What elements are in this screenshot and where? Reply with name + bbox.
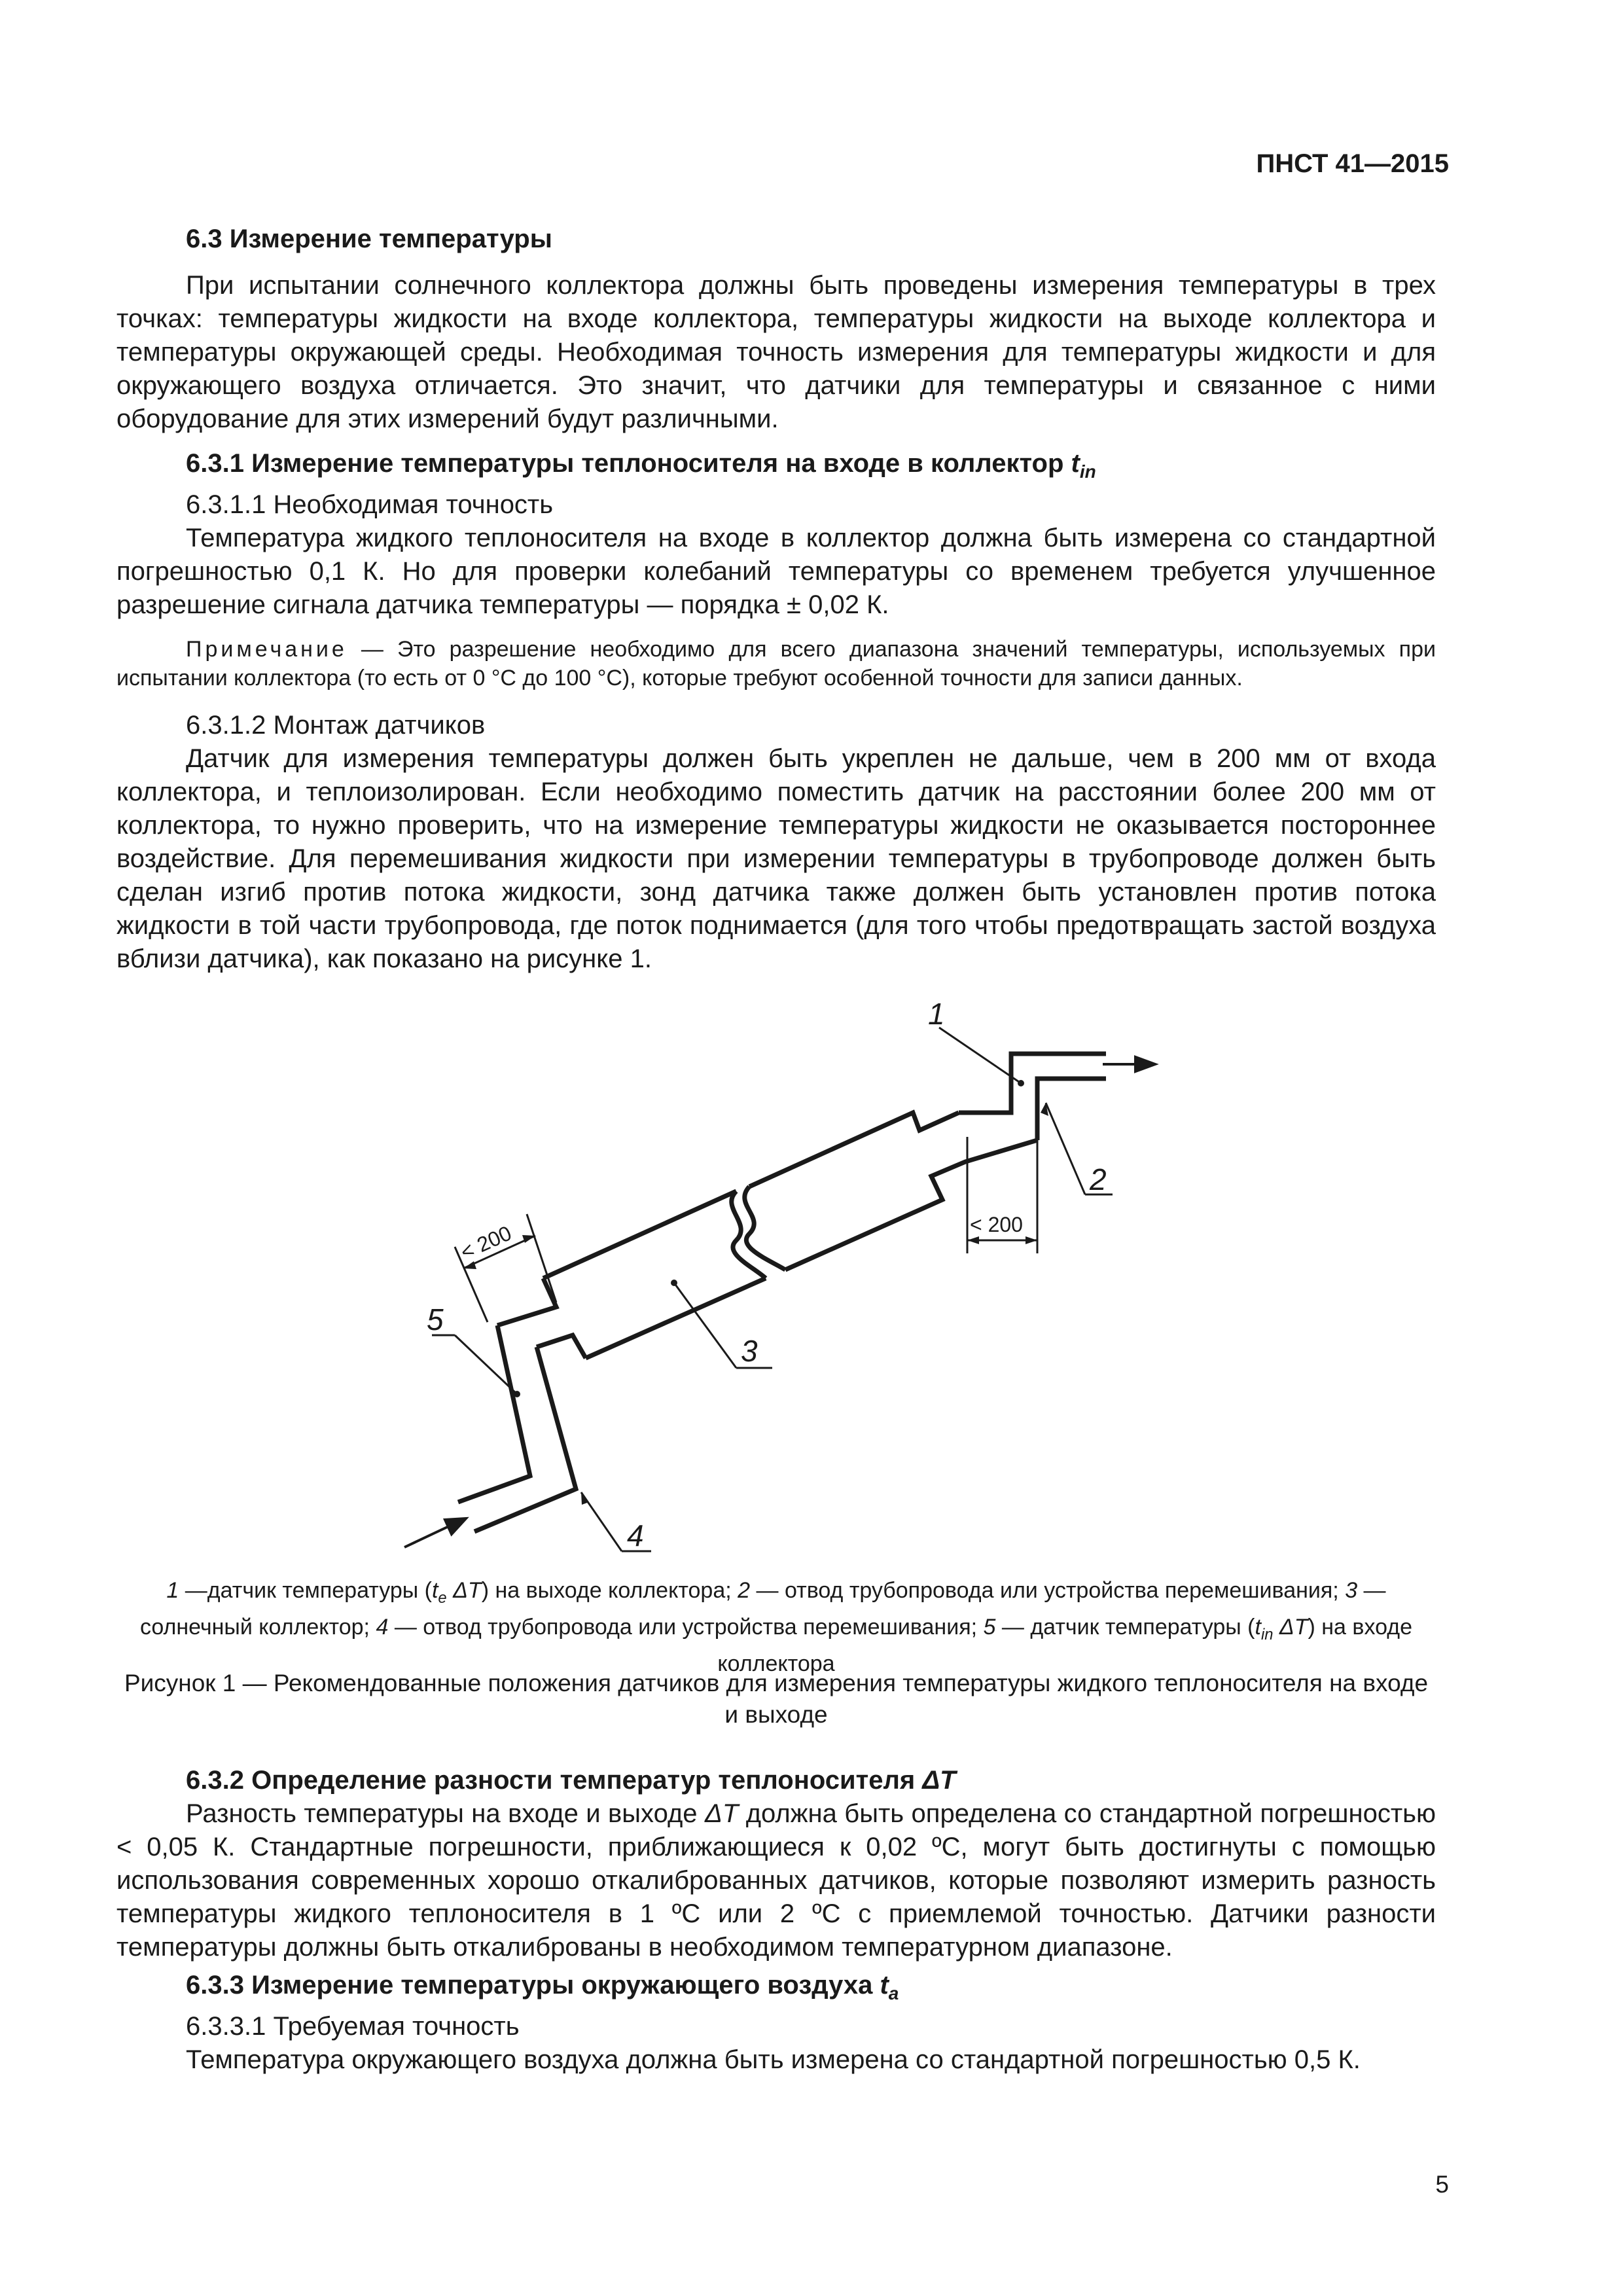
collector-upper-edge xyxy=(543,1191,736,1278)
sensor-point-1 xyxy=(1018,1080,1024,1086)
note-text: — Это разрешение необходимо для всего диапазона значений температуры, используемых при испытании коллектора (то есть от 0 °С до 100 °С), которые требуют особенной точности для записи данных. xyxy=(116,637,1436,691)
callout-3: 3 xyxy=(741,1334,758,1368)
collector-lower-edge xyxy=(586,1278,766,1358)
collector-left-end xyxy=(537,1335,586,1358)
outlet-pipe xyxy=(959,1054,1106,1113)
outlet-arrowhead xyxy=(1135,1057,1155,1071)
paragraph: При испытании солнечного коллектора должны быть проведены измерения температуры в трех точках: температуры жидкости на входе коллектора, температуры жидкости на выходе коллектора и температуры окружающей среды. Необходимая точность измерения для температуры жидкости и для окружающего воздуха отличается. Это значит, что датчики для температуры и связанное с ними оборудование для этих измерений будут различными. xyxy=(116,271,1436,433)
dim-extension xyxy=(527,1214,556,1302)
dimension-label-left: < 200 xyxy=(457,1221,515,1265)
dimension-label-right: < 200 xyxy=(970,1213,1023,1236)
callout-4: 4 xyxy=(627,1518,644,1552)
section-6-3-2 xyxy=(116,1764,1436,1964)
collector-point-3 xyxy=(671,1280,677,1286)
section-heading: 6.3.1 Измерение температуры теплоносителя на входе в коллектор $t_{in}$ xyxy=(186,449,1096,482)
leader-line-1 xyxy=(939,1028,1021,1083)
paragraph: Датчик для измерения температуры должен быть укреплен не дальше, чем в 200 мм от входа коллектора, и теплоизолирован. Если необходимо поместить датчик на расстоянии более 200 мм от коллектора, то нужно проверить, что на измерение температуры жидкости не оказывается постороннее воздействие. Для перемешивания жидкости при измерении температуры в трубопроводе должен быть сделан изгиб против потока жидкости, зонд датчика также должен быть установлен против потока жидкости в той части трубопровода, где поток поднимается (для того чтобы предотвращать застой воздуха вблизи датчика), как показано на рисунке 1. xyxy=(116,744,1436,973)
figure-title: Рисунок 1 — Рекомендованные положения датчиков для измерения температуры жидкого теплоносителя на входе и выходе xyxy=(124,1670,1429,1728)
subsection-title: 6.3.3.1 Требуемая точность xyxy=(186,2012,520,2041)
subsection-title: 6.3.1.2 Монтаж датчиков xyxy=(186,711,486,740)
paragraph: Температура жидкого теплоносителя на входе в коллектор должна быть измерена со стандартной погрешностью 0,1 К. Но для проверки колебаний температуры со временем требуется улучшенное разрешение сигнала датчика температуры — порядка ± 0,02 К. xyxy=(116,524,1436,619)
subsection-title: 6.3.1.1 Необходимая точность xyxy=(186,490,554,519)
section-heading: 6.3.2 Определение разности температур теплоносителя ΔT xyxy=(186,1766,956,1795)
standard-code: ПНСТ 41—2015 xyxy=(1256,149,1449,178)
collector-left-end xyxy=(497,1278,556,1325)
callout-1: 1 xyxy=(928,997,945,1031)
collector-lower-edge xyxy=(785,1140,1037,1270)
note-label: Примечание xyxy=(186,637,348,662)
dim-arrow xyxy=(1026,1236,1037,1244)
dim-arrow xyxy=(967,1236,979,1244)
callout-2: 2 xyxy=(1090,1162,1107,1196)
sensor-point-5 xyxy=(514,1391,520,1397)
inlet-pipe xyxy=(458,1325,530,1502)
break-mark xyxy=(745,1187,785,1270)
paragraph: Температура окружающего воздуха должна быть измерена со стандартной погрешностью 0,5 К. xyxy=(186,2045,1361,2074)
collector-upper-edge xyxy=(749,1113,959,1187)
inlet-flow-arrow xyxy=(404,1525,452,1547)
section-6-3-3 xyxy=(116,1969,1436,2077)
inlet-pipe xyxy=(474,1347,576,1532)
inlet-arrowhead xyxy=(445,1518,466,1534)
figure-key: 1 —датчик температуры ($t_e$ ΔT) на выходе коллектора; 2 — отвод трубопровода или устройства перемешивания; 3 — солнечный коллектор; 4 — отвод трубопровода или устройства перемешивания; 5 — датчик температуры ($t_{in}$ ΔT) на входе коллектора xyxy=(139,1578,1412,1676)
page-number: 5 xyxy=(1435,2171,1449,2198)
section-title: Измерение температуры xyxy=(229,224,552,253)
paragraph: Разность температуры на входе и выходе ΔT должна быть определена со стандартной погрешностью < 0,05 К. Стандартные погрешности, приближающиеся к 0,02 ºС, могут быть достигнуты с помощью использования современных хорошо откалиброванных датчиков, которые позволяют измерить разность температуры жидкого теплоносителя в 1 ºС или 2 ºС с приемлемой точностью. Датчики разности температуры должны быть откалиброваны в необходимом температурном диапазоне. xyxy=(116,1799,1436,1962)
section-number: 6.3 xyxy=(186,224,223,253)
callout-5: 5 xyxy=(427,1302,444,1336)
section-heading: 6.3.3 Измерение температуры окружающего воздуха $t_a$ xyxy=(186,1971,899,2003)
leader-line-2 xyxy=(1046,1103,1085,1194)
